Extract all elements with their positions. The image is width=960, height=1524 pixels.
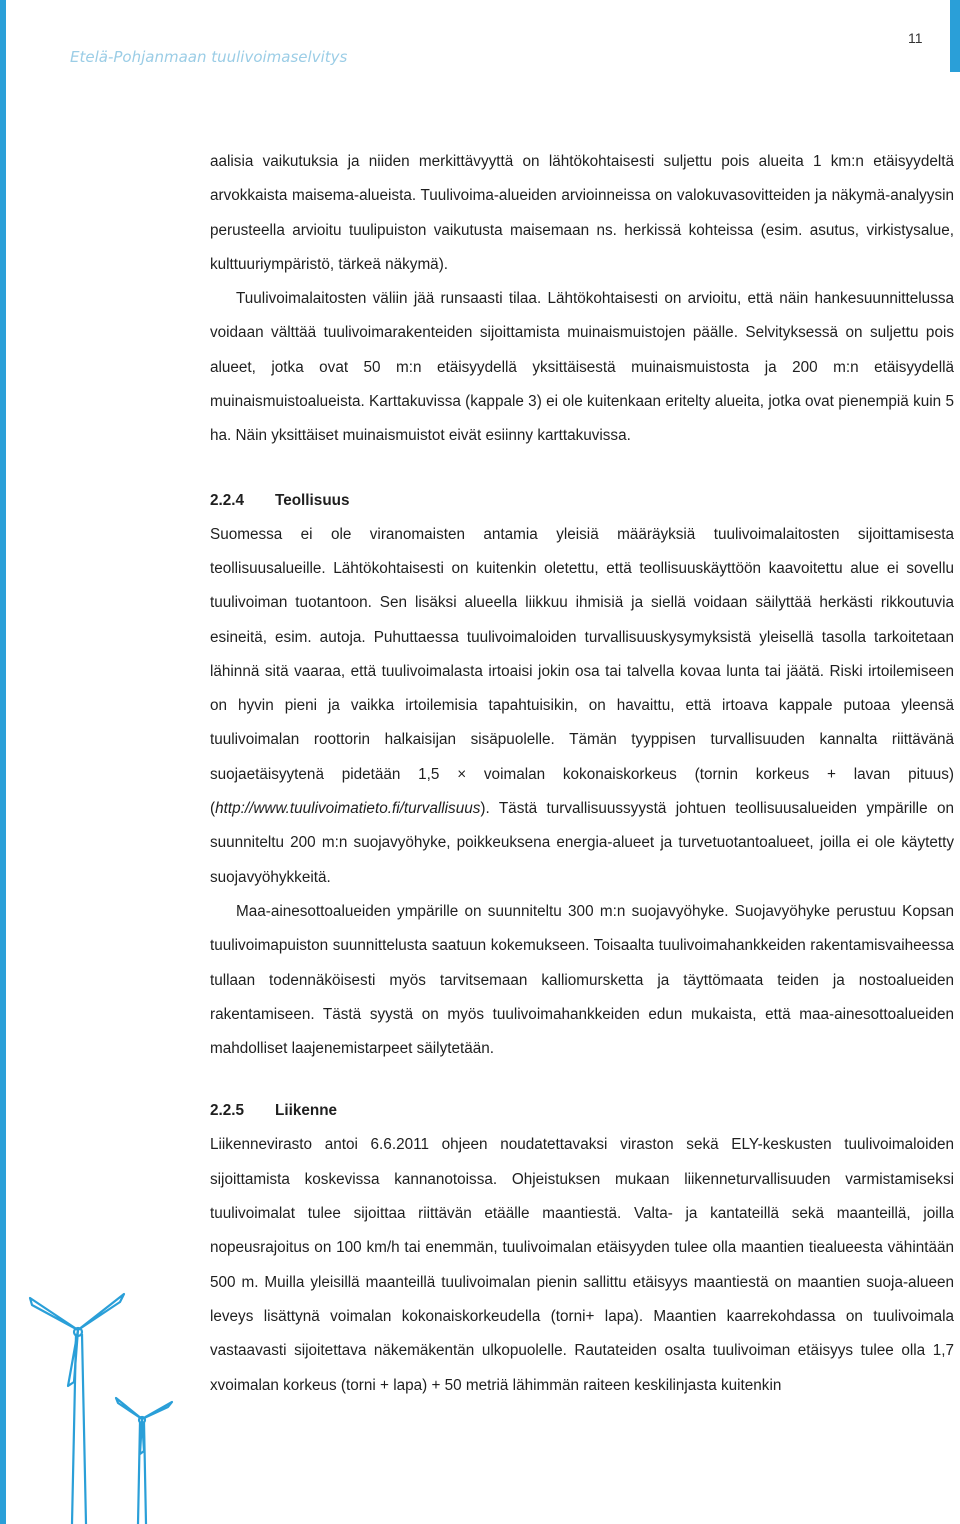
- large-turbine-blade: [30, 1298, 78, 1330]
- page-number-tab: [950, 0, 960, 72]
- large-turbine-blade: [78, 1294, 124, 1330]
- teollisuus-paragraph-2: Maa-ainesottoalueiden ympärille on suunniteltu 300 m:n suojavyöhyke. Suojavyöhyke perustuu Kopsan tuulivoimapuiston suunnittelusta saatuun kokemukseen. Toisaalta tuulivoimahankkeiden rakentamisvaiheessa tullaan todennäköisesti myös tarvitsemaan kalliomursketta ja täyttömaata teiden ja nostoalueiden rakentamiseen. Tästä syystä on myös tuulivoimahankkeiden edun mukaista, että maa-ainesottoalueiden mahdolliset laajenemistarpeet säilytetään.: [210, 902, 954, 1058]
- small-turbine-blade: [116, 1398, 142, 1419]
- large-turbine-tower: [72, 1334, 86, 1524]
- section-number: 2.2.4: [210, 491, 245, 509]
- small-turbine-blade: [140, 1419, 144, 1454]
- section-heading-teollisuus: [210, 484, 954, 518]
- liikenne-paragraph-1: Liikennevirasto antoi 6.6.2011 ohjeen noudatettavaksi viraston sekä ELY-keskusten tuulivoimaloiden sijoittamista koskevissa kannanotoissa. Ohjeistuksen mukaan liikenneturvallisuuden varmistamiseksi tuulivoimalat tulee sijoittaa riittävän etäälle maantiestä. Valta- ja kantateillä sekä maanteillä, joilla nopeusrajoitus on 100 km/h tai enemmän, tuulivoimalan etäisyyden tulee olla maantien tiealueesta vähintään 500 m. Muilla yleisillä maanteillä tuulivoimalan pienin sallittu etäisyys maantiestä on maantien suoja-alueen leveys lisättynä voimalan kokonaiskorkeudella (torni+ lapa). Maantien kaarrekohdassa on tuulivoimala vastaavasti sijoitettava näkemäkentän ulkopuolelle. Rautateiden osalta tuulivoiman etäisyys tulee olla 1,7 xvoimalan korkeus (torni + lapa) + 50 metriä lähimmän raiteen keskilinjasta kuitenkin: [210, 1136, 954, 1394]
- intro-paragraph-1: aalisia vaikutuksia ja niiden merkittävyyttä on lähtökohtaisesti suljettu pois alueita 1 km:n etäisyydeltä arvokkaista maisema-alueista. Tuulivoima-alueiden arvioinneissa on valokuvasovitteiden ja näkymä-analyysin perusteella arvioitu tuulipuiston vaikutusta maisemaan ns. herkissä kohteissa (esim. asutus, virkistysalue, kulttuuriympäristö, tärkeä näkymä).: [210, 153, 954, 273]
- large-turbine-blade: [68, 1330, 78, 1386]
- teollisuus-text-after-link: ). Tästä turvallisuussyystä johtuen teollisuusalueiden ympärille on suunniteltu 200 m:n suojavyöhyke, poikkeuksena energia-alueet ja turvetuotantoalueet, joilla ei ole käytetty suojavyöhykkeitä.: [210, 800, 954, 886]
- section-title: Teollisuus: [275, 491, 350, 509]
- page-number: 11: [908, 30, 923, 46]
- teollisuus-text-before-link: Suomessa ei ole viranomaisten antamia yleisiä määräyksiä tuulivoimalaitosten sijoittamisesta teollisuusalueille. Lähtökohtaisesti on kuitenkin oletettu, että teollisuuskäyttöön kaavoitettu alue ei sovellu tuulivoiman tuotantoon. Sen lisäksi alueella liikkuu ihmisiä ja siellä voidaan säilyttää herkästi rikkoutuvia esineitä, esim. autoja. Puhuttaessa tuulivoimaloiden turvallisuuskysymyksistä yleisellä tasolla tarkoitetaan lähinnä sitä vaaraa, että tuulivoimalasta irtoaisi jokin osa tai talvella kovaa lunta tai jäätä. Riski irtoilemiseen on hyvin pieni ja vaikka irtoilemisia tapahtuisikin, on havaittu, että irtoava kappale putoaa yleensä tuulivoimalan roottorin halkaisijan sisäpuolelle. Tämän tyyppisen turvallisuuden kannalta riittävänä suojaetäisyytenä pidetään 1,5 × voimalan kokonaiskorkeus (tornin korkeus + lavan pituus) (: [210, 525, 954, 818]
- teollisuus-paragraph-1: [210, 518, 954, 895]
- turvallisuus-link[interactable]: http://www.tuulivoimatieto.fi/turvallisuus: [215, 800, 481, 818]
- section-title: Liikenne: [275, 1102, 338, 1120]
- small-turbine-blade: [142, 1402, 172, 1419]
- page-body: [210, 145, 954, 1403]
- section-number: 2.2.5: [210, 1102, 245, 1120]
- wind-turbine-illustration: [12, 1290, 192, 1524]
- section-heading-liikenne: [210, 1094, 954, 1128]
- left-accent-bar: [0, 0, 6, 1524]
- intro-paragraph-2: Tuulivoimalaitosten väliin jää runsaasti tilaa. Lähtökohtaisesti on arvioitu, että näin hankesuunnittelussa voidaan välttää tuulivoimarakenteiden sijoittamista muinaismuistojen päälle. Selvityksessä on suljettu pois alueet, jotka ovat 50 m:n etäisyydellä yksittäisestä muinaismuistosta ja 200 m:n etäisyydellä muinaismuistoalueista. Karttakuvissa (kappale 3) ei ole kuitenkaan eritelty alueita, jotka ovat pienempiä kuin 5 ha. Näin yksittäiset muinaismuistot eivät esiinny karttakuvissa.: [210, 290, 954, 445]
- running-header: Etelä-Pohjanmaan tuulivoimaselvitys: [70, 48, 348, 66]
